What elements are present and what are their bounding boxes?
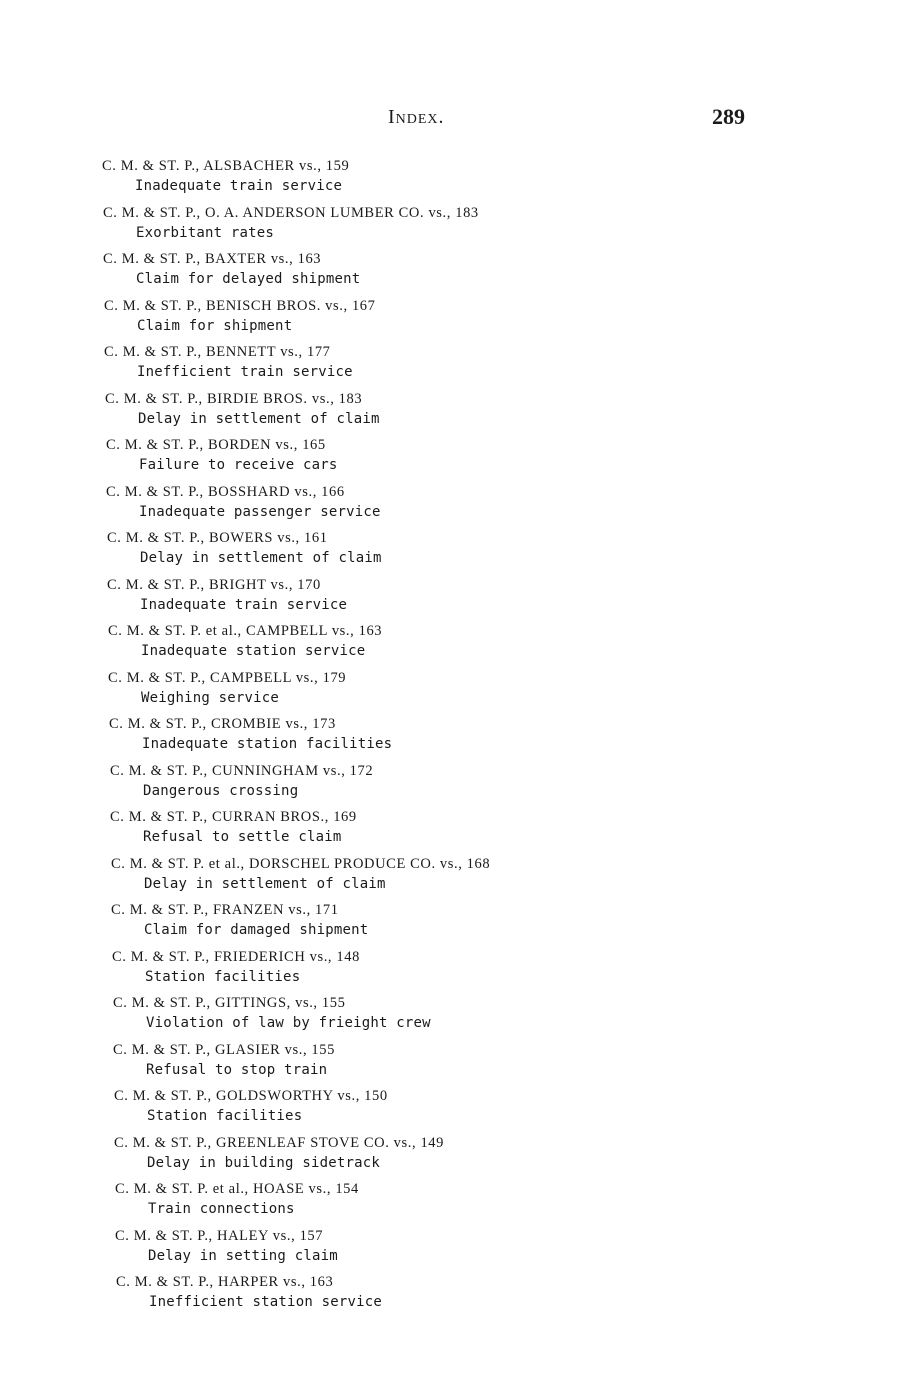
entry-heading: C. M. & ST. P., ALSBACHER vs., 159 <box>102 158 350 174</box>
entry-heading: C. M. & ST. P., BRIGHT vs., 170 <box>107 576 321 593</box>
entry-heading: C. M. & ST. P., O. A. ANDERSON LUMBER CO. vs., 183 <box>103 204 479 221</box>
index-entry <box>111 902 880 949</box>
index-entry <box>110 809 880 856</box>
index-entry <box>110 763 880 810</box>
index-entry <box>106 484 880 531</box>
index-entry <box>104 298 880 345</box>
index-entry <box>114 1088 880 1135</box>
index-entry <box>104 344 880 391</box>
index-entry <box>115 1228 880 1275</box>
index-entry <box>111 856 880 903</box>
entry-subject: Inadequate train service <box>135 178 343 194</box>
entry-heading: C. M. & ST. P., FRIEDERICH vs., 148 <box>112 948 360 965</box>
index-entry <box>109 716 880 763</box>
page-header <box>0 104 910 134</box>
index-entry <box>115 1181 880 1228</box>
entry-subject: Inefficient train service <box>137 364 353 380</box>
entry-heading: C. M. & ST. P., CUNNINGHAM vs., 172 <box>110 762 374 779</box>
entry-subject: Delay in settlement of claim <box>138 410 380 427</box>
entry-heading: C. M. & ST. P., BAXTER vs., 163 <box>103 251 322 267</box>
entry-subject: Exorbitant rates <box>136 224 275 241</box>
index-entry <box>107 530 880 577</box>
entry-heading: C. M. & ST. P., BORDEN vs., 165 <box>106 437 326 453</box>
page-title: Index. <box>388 106 445 128</box>
index-entry <box>108 623 880 670</box>
entry-subject: Inadequate passenger service <box>139 503 381 520</box>
entry-subject: Delay in settlement of claim <box>140 550 382 566</box>
entry-subject: Inefficient station service <box>149 1294 382 1310</box>
entry-subject: Weighing service <box>141 689 280 706</box>
entry-subject: Delay in setting claim <box>148 1247 338 1264</box>
index-entry <box>114 1135 880 1182</box>
entry-subject: Station facilities <box>147 1108 303 1124</box>
entry-heading: C. M. & ST. P., BIRDIE BROS. vs., 183 <box>105 390 363 407</box>
entry-heading: C. M. & ST. P., CAMPBELL vs., 179 <box>108 669 347 686</box>
index-entry <box>106 437 880 484</box>
entry-heading: C. M. & ST. P., GREENLEAF STOVE CO. vs., 149 <box>114 1134 444 1151</box>
entry-subject: Violation of law by frieight crew <box>146 1015 431 1031</box>
entry-heading: C. M. & ST. P., BENNETT vs., 177 <box>104 344 331 360</box>
entry-heading: C. M. & ST. P., GITTINGS, vs., 155 <box>113 995 346 1011</box>
entry-subject: Inadequate train service <box>140 596 348 613</box>
entry-subject: Claim for delayed shipment <box>136 271 361 287</box>
index-entry <box>113 1042 880 1089</box>
entry-subject: Train connections <box>148 1201 295 1217</box>
index-entry <box>112 949 880 996</box>
entry-heading: C. M. & ST. P., CROMBIE vs., 173 <box>109 716 336 732</box>
entry-heading: C. M. & ST. P., BENISCH BROS. vs., 167 <box>104 297 376 314</box>
entry-subject: Station facilities <box>145 968 301 985</box>
entry-subject: Delay in building sidetrack <box>147 1154 380 1171</box>
entry-heading: C. M. & ST. P., GOLDSWORTHY vs., 150 <box>114 1088 388 1104</box>
index-entry <box>113 995 880 1042</box>
entry-heading: C. M. & ST. P. et al., HOASE vs., 154 <box>115 1181 359 1197</box>
entry-subject: Refusal to settle claim <box>143 829 342 845</box>
entry-heading: C. M. & ST. P., HARPER vs., 163 <box>116 1274 334 1290</box>
index-entries <box>100 158 880 1321</box>
index-entry <box>107 577 880 624</box>
entry-heading: C. M. & ST. P., FRANZEN vs., 171 <box>111 902 339 918</box>
entry-subject: Delay in settlement of claim <box>144 875 386 892</box>
index-entry <box>105 391 880 438</box>
page-number: 289 <box>712 104 745 129</box>
entry-subject: Claim for shipment <box>137 317 293 334</box>
entry-heading: C. M. & ST. P., CURRAN BROS., 169 <box>110 809 357 825</box>
entry-subject: Dangerous crossing <box>143 782 299 799</box>
entry-heading: C. M. & ST. P. et al., DORSCHEL PRODUCE CO. vs., 168 <box>111 855 491 872</box>
entry-heading: C. M. & ST. P., BOWERS vs., 161 <box>107 530 328 546</box>
entry-subject: Failure to receive cars <box>139 457 338 473</box>
index-entry <box>103 205 880 252</box>
index-entry <box>103 251 880 298</box>
index-entry <box>108 670 880 717</box>
entry-heading: C. M. & ST. P. et al., CAMPBELL vs., 163 <box>108 623 383 639</box>
entry-heading: C. M. & ST. P., GLASIER vs., 155 <box>113 1041 335 1058</box>
entry-subject: Inadequate station service <box>141 643 366 659</box>
entry-subject: Refusal to stop train <box>146 1061 328 1078</box>
entry-subject: Inadequate station facilities <box>142 736 393 752</box>
index-entry <box>102 158 880 205</box>
entry-subject: Claim for damaged shipment <box>144 922 369 938</box>
entry-heading: C. M. & ST. P., BOSSHARD vs., 166 <box>106 483 345 500</box>
index-entry <box>116 1274 880 1321</box>
entry-heading: C. M. & ST. P., HALEY vs., 157 <box>115 1227 324 1244</box>
